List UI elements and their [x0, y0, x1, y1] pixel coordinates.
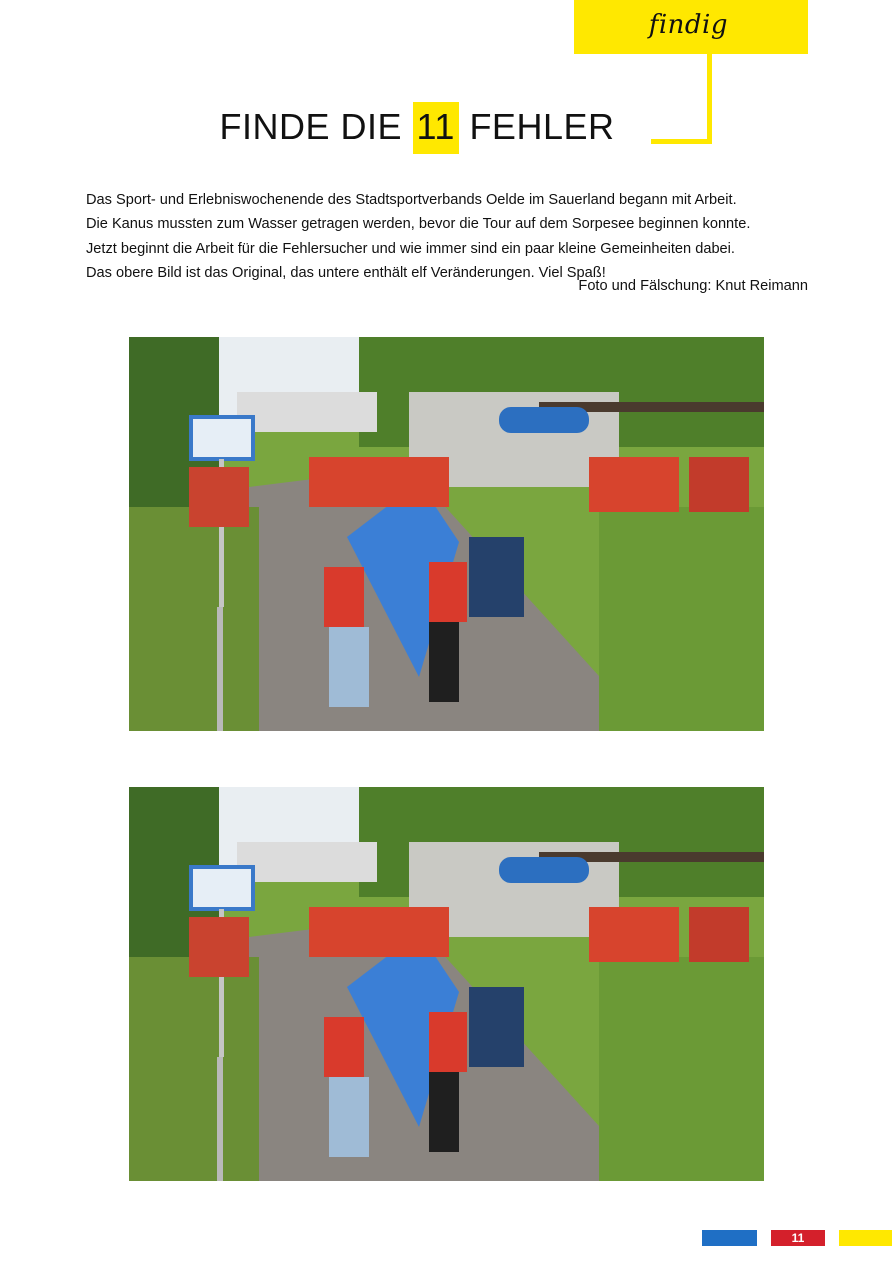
intro-line-2: Die Kanus mussten zum Wasser getragen werden, bevor die Tour auf dem Sorpesee beginnen konnte.: [86, 216, 751, 233]
page-headline: [0, 102, 834, 154]
footer-bar-yellow: [839, 1230, 892, 1246]
intro-line-4: Das obere Bild ist das Original, das untere enthält elf Veränderungen. Viel Spaß!: [86, 265, 606, 282]
headline-after: FEHLER: [469, 106, 615, 147]
headline-number: 11: [413, 102, 459, 154]
modified-photo: [129, 787, 764, 1181]
intro-text: [86, 188, 808, 286]
intro-line-1: Das Sport- und Erlebniswochenende des Stadtsportverbands Oelde im Sauerland begann mit Arbeit.: [86, 192, 737, 208]
original-photo-scene: [129, 337, 764, 731]
footer-bar-blue: [702, 1230, 757, 1246]
page-number: 11: [771, 1230, 825, 1246]
intro-line-3: Jetzt beginnt die Arbeit für die Fehlersucher und wie immer sind ein paar kleine Gemeinheiten dabei.: [86, 240, 735, 257]
modified-photo-scene: [129, 787, 764, 1181]
findig-tag-box: [574, 0, 808, 54]
headline-before: FINDE DIE: [219, 106, 403, 147]
findig-label: findig: [648, 10, 728, 40]
photo-credit: Foto und Fälschung: Knut Reimann: [578, 278, 808, 294]
original-photo: [129, 337, 764, 731]
